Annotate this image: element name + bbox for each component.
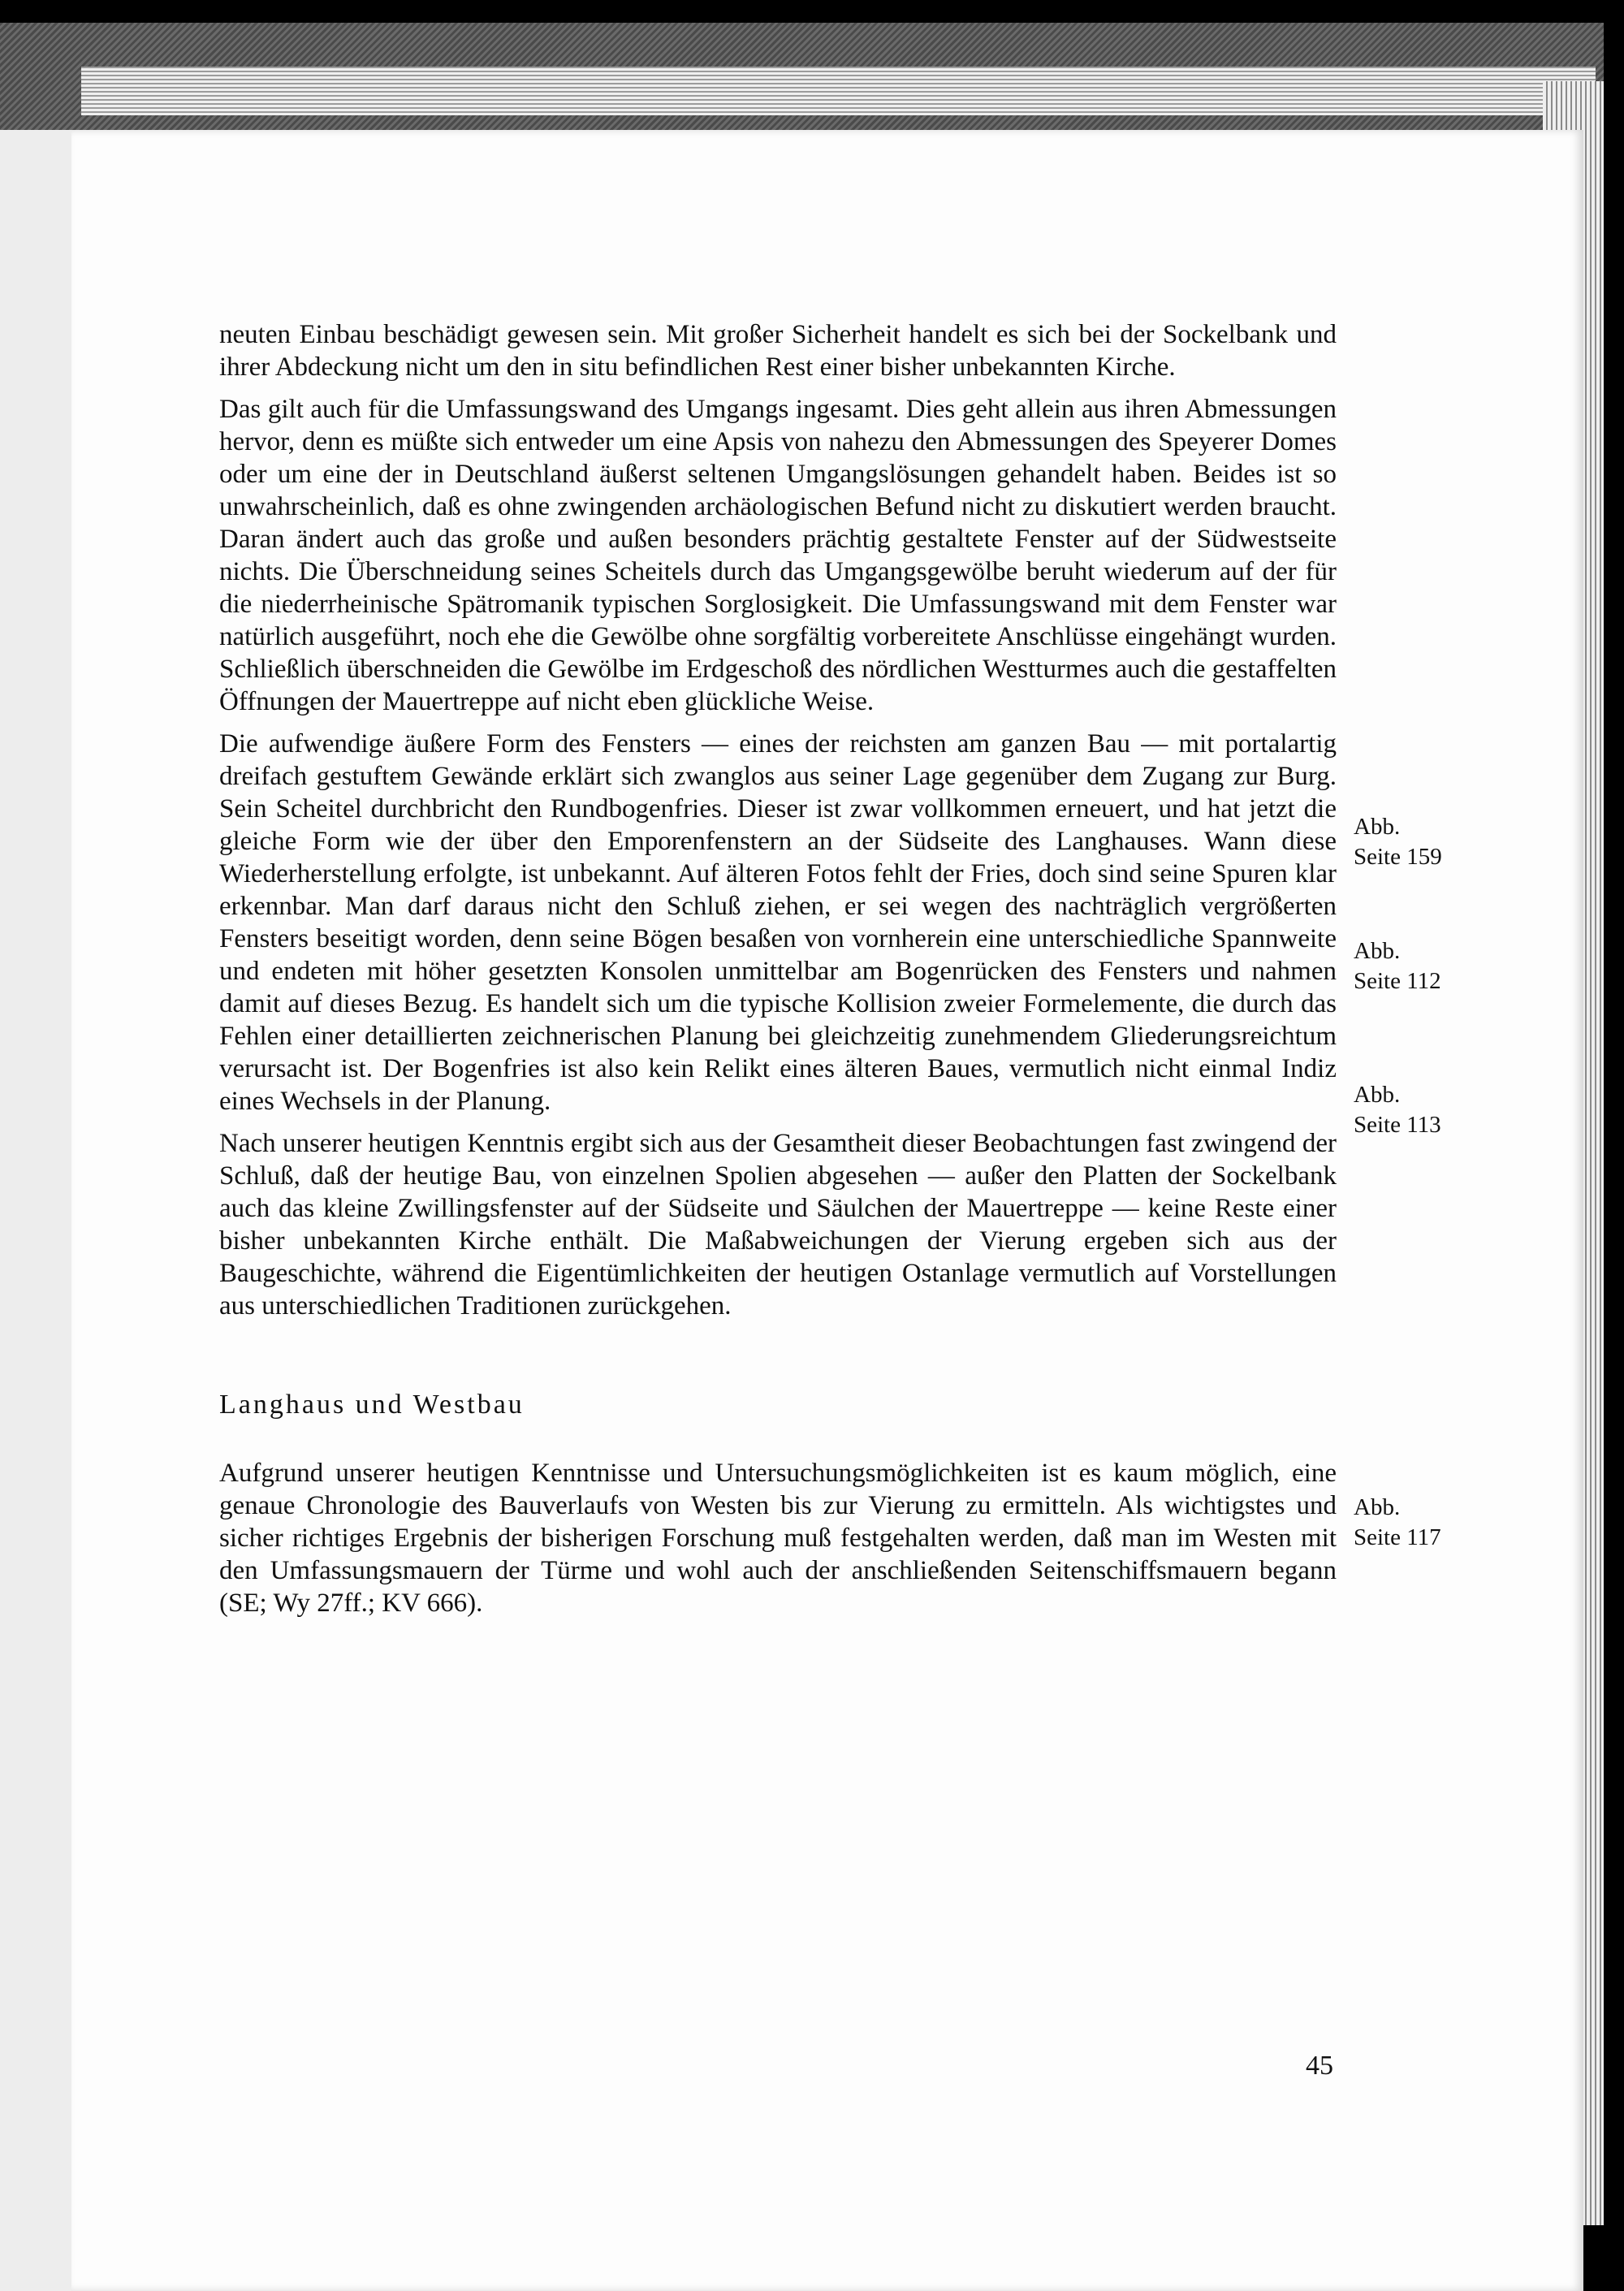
margin-note-page-ref: Seite 113 <box>1354 1112 1441 1138</box>
margin-note-abb-117 <box>1354 1493 1484 1553</box>
page-edges-top <box>81 67 1596 115</box>
margin-note-abb-112 <box>1354 936 1484 996</box>
paragraph-4: Nach unserer heutigen Kenntnis ergibt sich aus der Gesamtheit dieser Beobachtungen fast zwingend der Schluß, daß der heutige Bau, von einzelnen Spolien abgesehen — außer den Platten der Sockelbank auch das kleine Zwillingsfenster auf der Südseite und Säulchen der Mauertreppe — keine Reste einer bisher unbekannten Kirche enthält. Die Maßabweichungen der Vierung ergeben sich aus der Baugeschichte, während die Eigentümlichkeiten der heutigen Ostanlage vermutlich auf Vorstellungen aus unterschiedlichen Traditionen zurückgehen. <box>219 1129 1337 1321</box>
margin-note-abb-label: Abb. <box>1354 814 1401 840</box>
margin-note-abb-159 <box>1354 812 1484 872</box>
section-paragraph: Aufgrund unserer heutigen Kenntnisse und Untersuchungsmöglichkeiten ist es kaum möglich, eine genaue Chronologie des Bauverlaufs von Westen bis zur Vierung zu ermitteln. Als wichtigstes und sicher richtiges Ergebnis der bisherigen Forschung muß festgehalten werden, daß man im Westen mit den Umfassungsmauern der Türme und wohl auch der anschließenden Seitenschiffsmauern begann (SE; Wy 27ff.; KV 666). <box>219 1459 1337 1618</box>
margin-note-abb-label: Abb. <box>1354 1494 1401 1520</box>
page-number: 45 <box>1306 2051 1333 2081</box>
margin-note-page-ref: Seite 117 <box>1354 1524 1441 1550</box>
margin-note-abb-label: Abb. <box>1354 1082 1401 1108</box>
margin-note-abb-113 <box>1354 1080 1484 1140</box>
left-page-edge <box>0 130 77 2291</box>
paragraph-2: Das gilt auch für die Umfassungswand des Umgangs ingesamt. Dies geht allein aus ihren Abmessungen hervor, denn es müßte sich entweder um eine Apsis von nahezu den Abmessungen des Speyerer Domes oder um eine der in Deutschland äußerst seltenen Umgangslösungen gehandelt haben. Beides ist so unwahrscheinlich, daß es ohne zwingenden archäologischen Befund nicht zu diskutiert werden braucht. Daran ändert auch das große und außen besonders prächtig gestaltete Fenster auf der Südwestseite nichts. Die Überschneidung seines Scheitels durch das Umgangsgewölbe beruht wiederum auf der für die niederrheinische Spätromanik typischen Sorglosigkeit. Die Umfassungswand mit dem Fenster war natürlich ausgeführt, noch ehe die Gewölbe ohne sorgfältig vorbereitete Anschlüsse eingehängt wurden. Schließlich überschneiden die Gewölbe im Erdgeschoß des nördlichen Westturmes auch die gestaffelten Öffnungen der Mauertreppe auf nicht eben glückliche Weise. <box>219 395 1337 716</box>
margin-note-page-ref: Seite 112 <box>1354 968 1441 994</box>
section-heading: Langhaus und Westbau <box>219 1390 525 1420</box>
paragraph-1: neuten Einbau beschädigt gewesen sein. Mit großer Sicherheit handelt es sich bei der Sockelbank und ihrer Abdeckung nicht um den in situ befindlichen Rest einer bisher unbekannten Kirche. <box>219 320 1337 382</box>
margin-note-abb-label: Abb. <box>1354 938 1401 964</box>
margin-note-page-ref: Seite 159 <box>1354 844 1442 870</box>
paragraph-3: Die aufwendige äußere Form des Fensters — eines der reichsten am ganzen Bau — mit portalartig dreifach gestuftem Gewände erklärt sich zwanglos aus seiner Lage gegenüber dem Zugang zur Burg. Sein Scheitel durchbricht den Rundbogenfries. Dieser ist zwar vollkommen erneuert, und hat jetzt die gleiche Form wie der über den Emporenfenstern an der Südseite des Langhauses. Wann diese Wiederherstellung erfolgte, ist unbekannt. Auf älteren Fotos fehlt der Fries, doch sind seine Spuren klar erkennbar. Man darf daraus nicht den Schluß ziehen, er sei wegen des nachträglich vergrößerten Fensters beseitigt worden, denn seine Bögen besaßen von vornherein eine unterschiedliche Spannweite und endeten mit höher gesetzten Konsolen unmittelbar am Bogenrücken des Fensters und nahmen damit auf dieses Bezug. Es handelt sich um die typische Kollision zweier Formelemente, die durch das Fehlen einer detaillierten zeichnerischen Planung bei gleichzeitig zunehmendem Gliederungsreichtum verursacht ist. Der Bogenfries ist also kein Relikt eines älteren Baues, vermutlich nicht einmal Indiz eines Wechsels in der Planung. <box>219 729 1337 1116</box>
body-text <box>219 318 1337 1629</box>
